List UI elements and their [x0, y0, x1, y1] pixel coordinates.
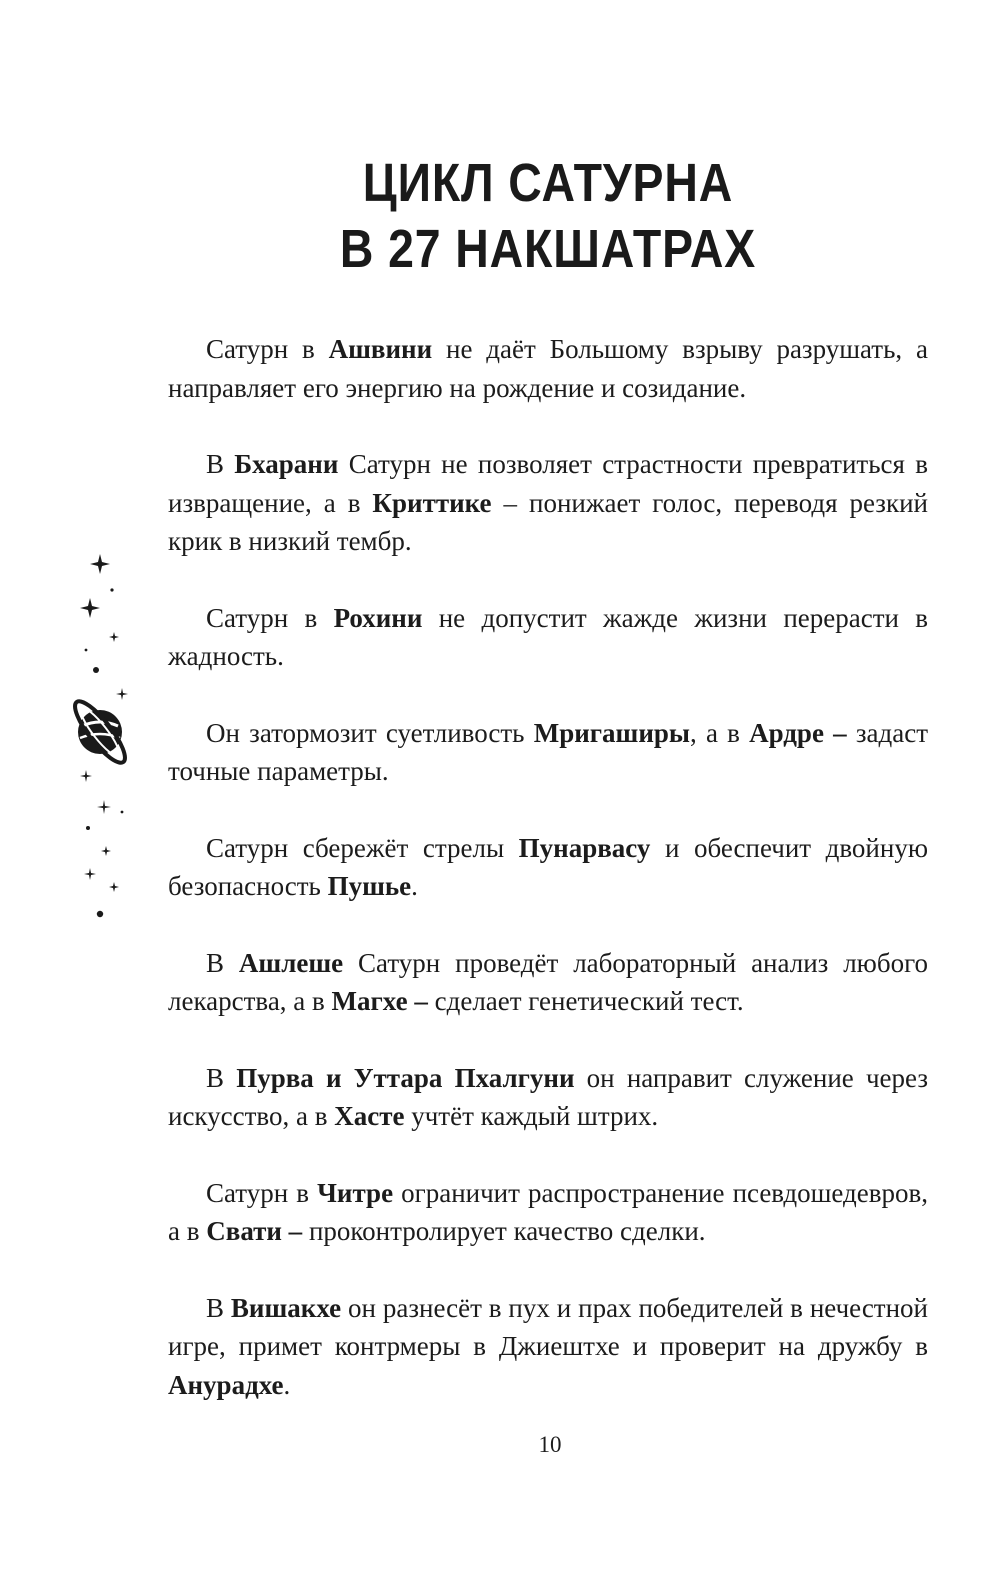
paragraph-text: учтёт каждый штрих.	[404, 1101, 659, 1131]
paragraph-text: .	[283, 1369, 291, 1400]
nakshatra-name: Ашлеше	[238, 947, 344, 978]
nakshatra-name: Хасте	[334, 1101, 405, 1131]
paragraph	[168, 1289, 928, 1405]
paragraph	[168, 330, 928, 407]
paragraph-text: Сатурн в	[206, 1177, 318, 1208]
paragraph-text: не допустит жажде жизни перерасти в жадность.	[168, 602, 929, 671]
paragraph-text: Он затормозит суетливость	[206, 717, 534, 748]
paragraph-text: Сатурн сбережёт стрелы	[206, 832, 519, 863]
nakshatra-name: Рохини	[333, 602, 423, 633]
paragraph	[168, 714, 928, 791]
paragraph-text: задаст точные параметры.	[168, 717, 929, 786]
nakshatra-name: Пурва и Уттара Пхалгуни	[236, 1062, 575, 1093]
nakshatra-name: Пунарвасу	[518, 832, 651, 863]
paragraph-text: .	[411, 871, 418, 901]
nakshatra-name: Анурадхе	[168, 1369, 284, 1400]
paragraph	[168, 1059, 928, 1136]
chapter-title-line-2: В 27 НАКШАТРАХ	[339, 219, 757, 279]
paragraph-text: В	[206, 1062, 237, 1093]
paragraph	[168, 944, 928, 1021]
paragraph-text: Сатурн в	[206, 602, 334, 633]
nakshatra-name: Ардре –	[749, 717, 847, 748]
saturn-stars-decoration	[60, 550, 140, 930]
nakshatra-name: Бхарани	[234, 449, 339, 479]
paragraph-text: – понижает голос, переводя резкий крик в низкий тембр.	[168, 487, 928, 556]
nakshatra-name: Пушье	[327, 871, 412, 901]
paragraph-text: Сатурн проведёт лабораторный анализ любого лекарства, а в	[168, 947, 928, 1016]
paragraph-text: проконтролирует качество сделки.	[302, 1216, 706, 1246]
nakshatra-name: Читре	[317, 1177, 394, 1208]
paragraph-text: В	[206, 947, 239, 978]
paragraph-text: он разнесёт в пух и прах победителей в нечестной игре, примет контрмеры в Джиештхе и проверит на дружбу в	[168, 1292, 928, 1361]
page-number: 10	[538, 1432, 562, 1457]
paragraph-text: Сатурн не позволяет страстности превратиться в извращение, а в	[168, 449, 928, 518]
paragraph-text: не даёт Большому взрыву разрушать, а направляет его энергию на рождение и созидание.	[168, 334, 928, 403]
nakshatra-name: Ашвини	[328, 334, 433, 364]
paragraph-text: и обеспечит двойную безопасность	[168, 832, 928, 901]
paragraph-text: ограничит распространение псевдошедевров, а в	[168, 1177, 929, 1246]
saturn-icon	[68, 695, 132, 768]
chapter-title	[221, 150, 875, 282]
nakshatra-name: Мригаширы	[533, 717, 690, 748]
paragraph	[168, 1174, 928, 1251]
nakshatra-name: Магхе –	[331, 986, 428, 1016]
paragraph-text: Сатурн в	[206, 334, 329, 364]
nakshatra-name: Криттике	[372, 487, 492, 518]
nakshatra-name: Свати –	[206, 1216, 303, 1246]
paragraph-text: В	[206, 1292, 231, 1323]
paragraph	[168, 599, 928, 676]
chapter-title-line-1: ЦИКЛ САТУРНА	[362, 153, 734, 213]
paragraph	[168, 445, 928, 561]
paragraph-text: , а в	[689, 717, 750, 748]
page-body	[168, 330, 928, 1442]
paragraph-text: В	[206, 449, 235, 479]
paragraph-text: он направит служение через искусство, а в	[168, 1062, 928, 1131]
paragraph-text: сделает генетический тест.	[427, 986, 744, 1016]
nakshatra-name: Вишакхе	[230, 1292, 342, 1323]
paragraph	[168, 829, 928, 906]
